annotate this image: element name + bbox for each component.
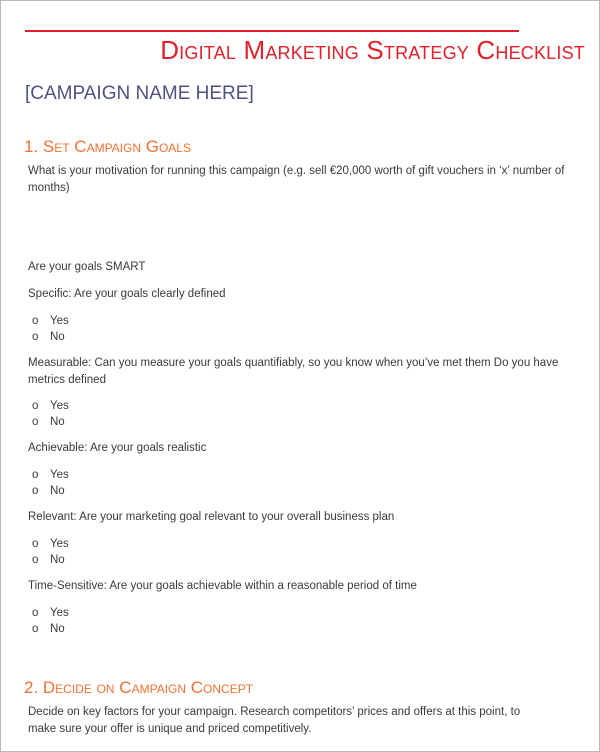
option-relevant-no[interactable]: o No <box>32 554 65 566</box>
option-achievable-yes[interactable]: o Yes <box>32 469 69 481</box>
question-relevant: Relevant: Are your marketing goal relevant to your overall business plan <box>28 511 395 523</box>
option-measurable-yes[interactable]: o Yes <box>32 400 69 412</box>
bullet-icon: o <box>32 554 39 566</box>
section-2-heading: 2. Decide on Campaign Concept <box>24 678 254 697</box>
question-measurable: Measurable: Can you measure your goals quantifiably, so you know when you’ve met them Do you have metrics defined <box>28 357 559 386</box>
bullet-icon: o <box>32 469 39 481</box>
bullet-icon: o <box>32 538 39 550</box>
section-1-heading: 1. Set Campaign Goals <box>24 137 191 156</box>
title-rule <box>25 30 519 32</box>
option-achievable-no[interactable]: o No <box>32 485 65 497</box>
question-specific: Specific: Are your goals clearly defined <box>28 288 226 300</box>
option-relevant-yes[interactable]: o Yes <box>32 538 69 550</box>
document-title: Digital Marketing Strategy Checklist <box>160 35 585 65</box>
smart-label: Are your goals SMART <box>28 261 146 273</box>
question-achievable: Achievable: Are your goals realistic <box>28 442 207 454</box>
bullet-icon: o <box>32 485 39 497</box>
option-time-sensitive-yes[interactable]: o Yes <box>32 607 69 619</box>
bullet-icon: o <box>32 400 39 412</box>
campaign-name: [CAMPAIGN NAME HERE] <box>25 83 254 104</box>
bullet-icon: o <box>32 315 39 327</box>
option-time-sensitive-no[interactable]: o No <box>32 623 65 635</box>
bullet-icon: o <box>32 623 39 635</box>
bullet-icon: o <box>32 416 39 428</box>
section-2-intro-line-2: make sure your offer is unique and priced competitively. <box>28 723 312 735</box>
section-2-intro-line-1: Decide on key factors for your campaign. Research competitors’ prices and offers at this point, to <box>28 706 521 718</box>
option-specific-no[interactable]: o No <box>32 331 65 343</box>
option-specific-yes[interactable]: o Yes <box>32 315 69 327</box>
question-time-sensitive: Time-Sensitive: Are your goals achievable within a reasonable period of time <box>28 580 417 592</box>
bullet-icon: o <box>32 331 39 343</box>
option-measurable-no[interactable]: o No <box>32 416 65 428</box>
section-1-intro: What is your motivation for running this campaign (e.g. sell €20,000 worth of gift vouchers in ‘x’ number of months) <box>28 165 565 194</box>
bullet-icon: o <box>32 607 39 619</box>
